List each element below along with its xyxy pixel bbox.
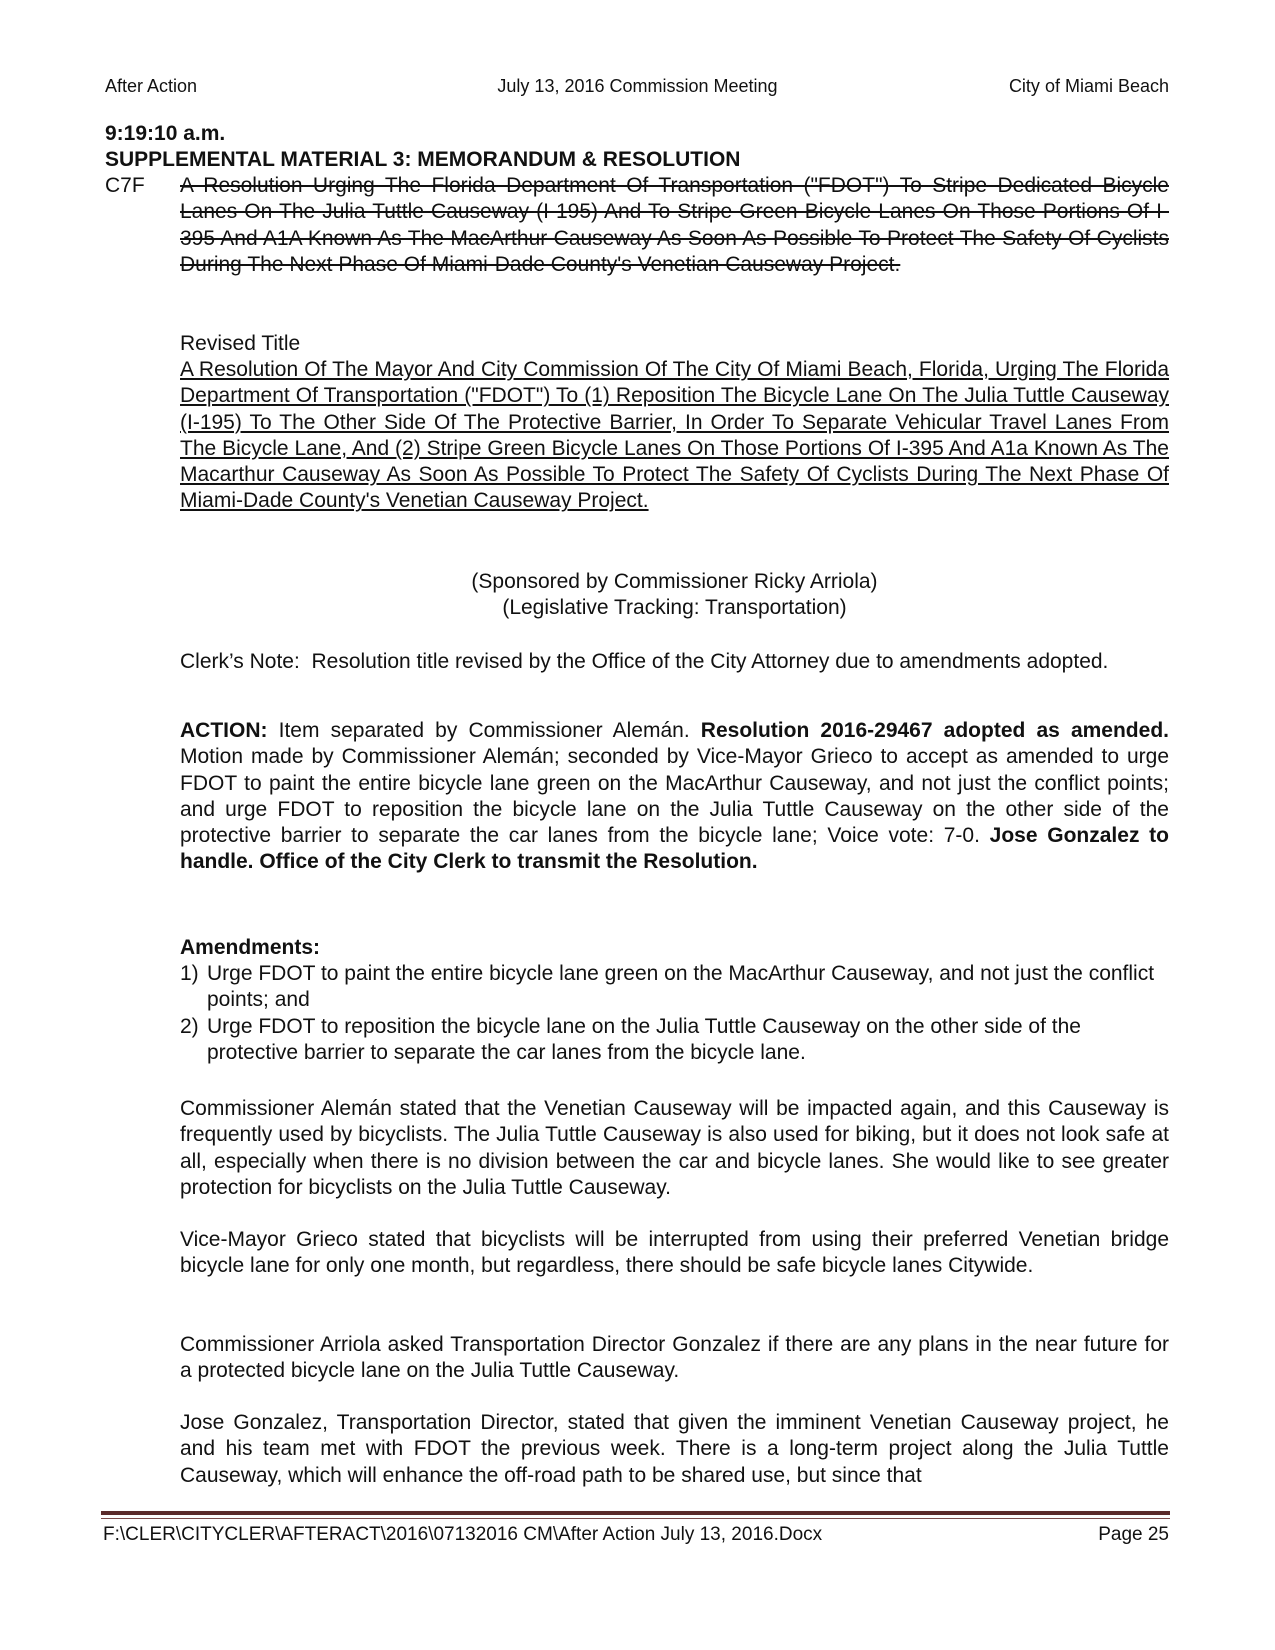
amendments-label: Amendments: [180,936,321,959]
action-assignment: Jose Gonzalez to handle. Office of the City Clerk to transmit the Resolution. [180,824,1169,874]
action-paragraph [180,718,1169,876]
amendment-item [180,1014,1169,1067]
section-title: SUPPLEMENTAL MATERIAL 3: MEMORANDUM & RESOLUTION [105,148,741,171]
action-text-2: Motion made by Commissioner Alemán; seconded by Vice-Mayor Grieco to accept as amended to urge FDOT to paint the entire bicycle lane green on the MacArthur Causeway, and not just the conflict points; and urge FDOT to reposition the bicycle lane on the Julia Tuttle Causeway on the other side of the protective barrier to separate the car lanes from the bicycle lane; Voice vote: 7-0. [180,745,1169,848]
header-center: July 13, 2016 Commission Meeting [497,76,778,96]
amendment-text: Urge FDOT to reposition the bicycle lane on the Julia Tuttle Causeway on the other side of the protective barrier to separate the car lanes from the bicycle lane. [207,1014,1081,1064]
amendment-number: 2) [180,1014,199,1038]
legislative-tracking: (Legislative Tracking: Transportation) [502,596,847,619]
action-text-1: Item separated by Commissioner Alemán. [267,719,701,742]
footer-rule-thin [101,1518,1170,1519]
action-result: Resolution 2016-29467 adopted as amended. [700,719,1169,742]
sponsor-line: (Sponsored by Commissioner Ricky Arriola) [471,570,878,593]
clerks-note: Clerk’s Note: Resolution title revised by the Office of the City Attorney due to amendments adopted. [180,650,1109,673]
amendments-list [180,961,1169,1066]
revised-title: A Resolution Of The Mayor And City Commission Of The City Of Miami Beach, Florida, Urging The Florida Department Of Transportation ("FDOT") To (1) Reposition The Bicycle Lane On The Julia Tuttle Causeway (I-195) To The Other Side Of The Protective Barrier, In Order To Separate Vehicular Travel Lanes From The Bicycle Lane, And (2) Stripe Green Bicycle Lanes On Those Portions Of I-395 And A1a Known As The Macarthur Causeway As Soon As Possible To Protect The Safety Of Cyclists During The Next Phase Of Miami-Dade County's Venetian Causeway Project. [180,358,1169,513]
amendment-number: 1) [180,962,199,985]
original-title-struck: A Resolution Urging The Florida Department Of Transportation ("FDOT") To Stripe Dedicated Bicycle Lanes On The Julia Tuttle Causeway (I-195) And To Stripe Green Bicycle Lanes On Those Portions Of I-395 And A1A Known As The MacArthur Causeway As Soon As Possible To Protect The Safety Of Cyclists During The Next Phase Of Miami-Dade County's Venetian Causeway Project. [180,174,1169,276]
action-label: ACTION: [180,719,268,742]
paragraph-aleman: Commissioner Alemán stated that the Venetian Causeway will be impacted again, and this Causeway is frequently used by bicyclists. The Julia Tuttle Causeway is also used for biking, but it does not look safe at all, especially when there is no division between the car and bicycle lanes. She would like to see greater protection for bicyclists on the Julia Tuttle Causeway. [180,1097,1169,1199]
amendment-text: Urge FDOT to paint the entire bicycle lane green on the MacArthur Causeway, and not just the conflict points; and [207,962,1155,1012]
amendment-item [180,961,1169,1014]
header-right: City of Miami Beach [1008,76,1169,96]
footer-file-path: F:\CLER\CITYCLER\AFTERACT\2016\07132016 CM\After Action July 13, 2016.Docx [103,1524,823,1545]
footer-rule [101,1511,1170,1515]
paragraph-gonzalez: Jose Gonzalez, Transportation Director, stated that given the imminent Venetian Causeway project, he and his team met with FDOT the previous week. There is a long-term project along the Julia Tuttle Causeway, which will enhance the off-road path to be shared use, but since that [180,1411,1169,1487]
page-number: Page 25 [1098,1524,1169,1545]
item-time: 9:19:10 a.m. [105,122,226,145]
paragraph-grieco: Vice-Mayor Grieco stated that bicyclists will be interrupted from using their preferred Venetian bridge bicycle lane for only one month, but regardless, there should be safe bicycle lanes Citywide. [180,1228,1169,1278]
item-code: C7F [105,174,145,197]
header-left: After Action [105,76,198,96]
paragraph-arriola: Commissioner Arriola asked Transportation Director Gonzalez if there are any plans in the near future for a protected bicycle lane on the Julia Tuttle Causeway. [180,1333,1169,1383]
revised-title-label: Revised Title [180,332,301,355]
